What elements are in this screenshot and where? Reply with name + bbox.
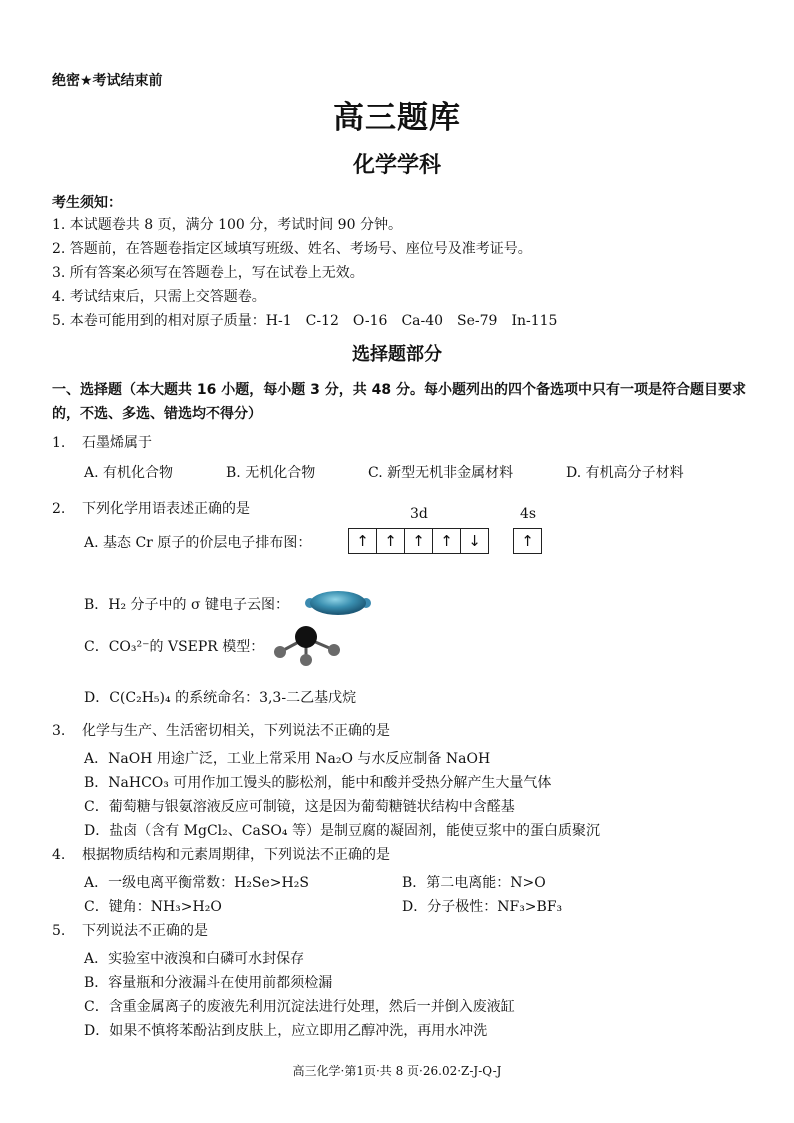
q1-option-b: B. 无机化合物 <box>226 465 316 481</box>
question-number: 5. <box>52 923 66 939</box>
question-number: 2. <box>52 501 66 517</box>
q1-option-d: D. 有机高分子材料 <box>566 465 684 481</box>
question-text: 化学与生产、生活密切相关，下列说法不正确的是 <box>82 723 390 739</box>
q4-option-b: B．第二电离能：N>O <box>402 875 546 891</box>
question-5-stem <box>52 920 208 940</box>
electron-arrow: ↑ <box>349 529 377 553</box>
question-2-stem <box>52 498 250 518</box>
q5-option-d: D．如果不慎将苯酚沾到皮肤上，应立即用乙醇冲洗，再用水冲洗 <box>84 1023 488 1039</box>
notice-item: 5. 本卷可能用到的相对原子质量：H-1 C-12 O-16 Ca-40 Se-79 In-115 <box>52 313 558 329</box>
question-text: 石墨烯属于 <box>82 435 152 451</box>
question-text: 根据物质结构和元素周期律，下列说法不正确的是 <box>82 847 390 863</box>
q2-option-a: A. 基态 Cr 原子的价层电子排布图： <box>84 535 312 551</box>
question-4-stem <box>52 844 390 864</box>
q2-option-d: D．C(C₂H₅)₄ 的系统命名：3,3-二乙基戊烷 <box>84 690 357 706</box>
q2-option-b: B．H₂ 分子中的 σ 键电子云图： <box>84 597 290 613</box>
notice-item: 2. 答题前，在答题卷指定区域填写班级、姓名、考场号、座位号及准考证号。 <box>52 241 532 257</box>
q4-option-a: A．一级电离平衡常数：H₂Se>H₂S <box>84 875 309 891</box>
electron-arrow: ↑ <box>405 529 433 553</box>
page-footer: 高三化学·第1页·共 8 页·26.02·Z-J-Q-J <box>292 1064 502 1078</box>
confidential-header: 绝密★考试结束前 <box>52 73 163 89</box>
q1-option-a: A. 有机化合物 <box>84 465 174 481</box>
question-3-stem <box>52 720 390 740</box>
section-title: 选择题部分 <box>352 344 442 365</box>
notice-item: 1. 本试题卷共 8 页，满分 100 分，考试时间 90 分钟。 <box>52 217 402 233</box>
q5-option-b: B．容量瓶和分液漏斗在使用前都须检漏 <box>84 975 333 991</box>
notice-heading: 考生须知： <box>52 195 122 211</box>
question-text: 下列说法不正确的是 <box>82 923 208 939</box>
question-number: 1. <box>52 435 66 451</box>
q4-option-d: D．分子极性：NF₃>BF₃ <box>402 899 563 915</box>
orbital-label-3d: 3d <box>410 506 428 522</box>
q5-option-c: C．含重金属离子的废液先利用沉淀法进行处理，然后一并倒入废液缸 <box>84 999 515 1015</box>
exam-title: 高三题库 <box>333 100 461 136</box>
q3-option-b: B．NaHCO₃ 可用作加工馒头的膨松剂，能中和酸并受热分解产生大量气体 <box>84 775 552 791</box>
q2-option-c: C．CO₃²⁻的 VSEPR 模型： <box>84 639 265 655</box>
q3-option-d: D．盐卤（含有 MgCl₂、CaSO₄ 等）是制豆腐的凝固剂，能使豆浆中的蛋白质聚沉 <box>84 823 600 839</box>
question-text: 下列化学用语表述正确的是 <box>82 501 250 517</box>
question-number: 3. <box>52 723 66 739</box>
orbital-box-4s <box>513 528 542 554</box>
orbital-label-4s: 4s <box>520 506 537 522</box>
electron-arrow: ↑ <box>521 532 534 550</box>
part-instructions: 一、选择题（本大题共 16 小题，每小题 3 分，共 48 分。每小题列出的四个备选项中只有一项是符合题目要求的，不选、多选、错选均不得分） <box>52 382 746 422</box>
q5-option-a: A．实验室中液溴和白磷可水封保存 <box>84 951 305 967</box>
notice-item: 4. 考试结束后，只需上交答题卷。 <box>52 289 266 305</box>
q1-option-c: C. 新型无机非金属材料 <box>368 465 514 481</box>
question-1-stem <box>52 432 152 452</box>
electron-arrow: ↑ <box>377 529 405 553</box>
sigma-bond-cloud-image <box>302 588 374 618</box>
q3-option-c: C．葡萄糖与银氨溶液反应可制镜，这是因为葡萄糖链状结构中含醛基 <box>84 799 515 815</box>
electron-arrow: ↑ <box>433 529 461 553</box>
q3-option-a: A．NaOH 用途广泛，工业上常采用 Na₂O 与水反应制备 NaOH <box>84 751 491 767</box>
electron-arrow: ↓ <box>468 532 481 550</box>
q4-option-c: C．键角：NH₃>H₂O <box>84 899 222 915</box>
subject-title: 化学学科 <box>352 153 441 178</box>
orbital-box-3d <box>348 528 489 554</box>
vsepr-model-image <box>268 622 348 668</box>
question-number: 4. <box>52 847 66 863</box>
notice-item: 3. 所有答案必须写在答题卷上，写在试卷上无效。 <box>52 265 364 281</box>
